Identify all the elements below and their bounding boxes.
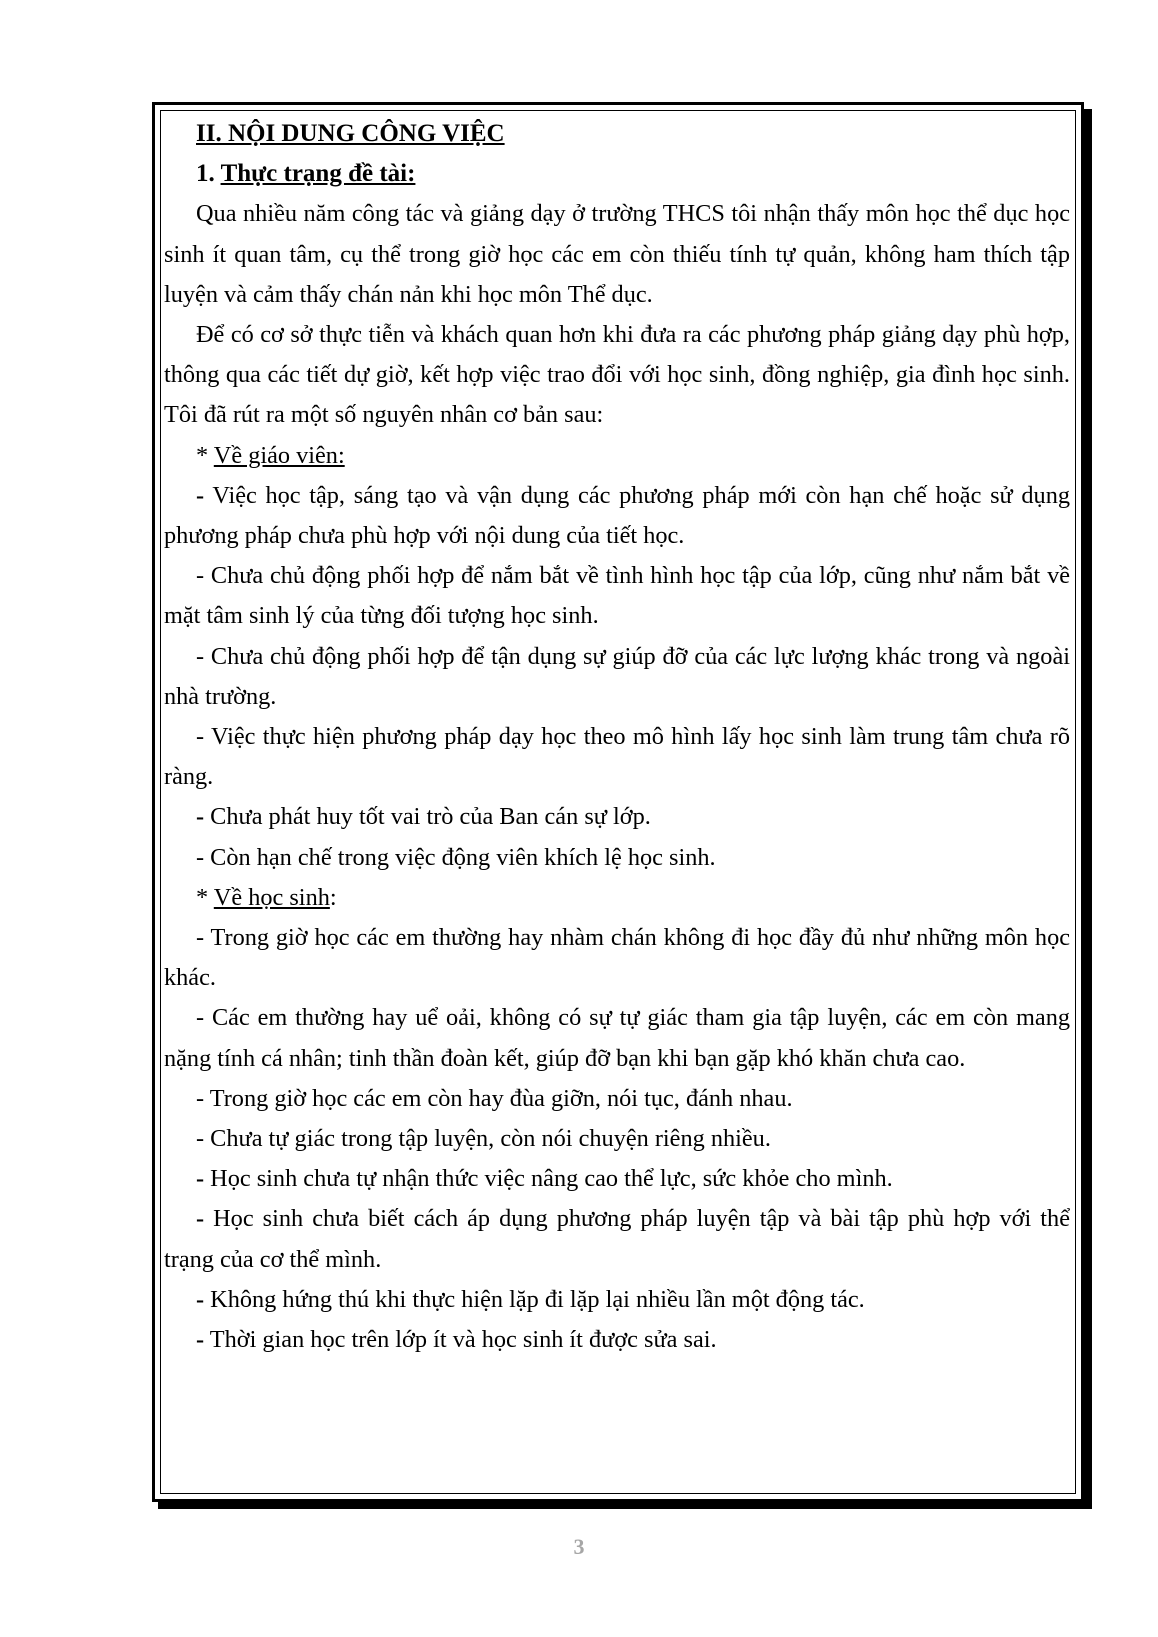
teacher-item: - Chưa phát huy tốt vai trò của Ban cán sự lớp. (196, 803, 651, 831)
teacher-item: - Việc học tập, sáng tạo và vận dụng các phương pháp mới còn hạn chế hoặc sử dụng phương pháp chưa phù hợp với nội dung của tiết học. (164, 481, 1070, 550)
teacher-item: - Còn hạn chế trong việc động viên khích lệ học sinh. (196, 843, 716, 871)
student-item: - Không hứng thú khi thực hiện lặp đi lặp lại nhiều lần một động tác. (196, 1285, 865, 1313)
student-item: - Thời gian học trên lớp ít và học sinh ít được sửa sai. (196, 1326, 717, 1354)
student-item: - Trong giờ học các em thường hay nhàm chán không đi học đầy đủ như những môn học khác. (164, 924, 1070, 992)
student-item: - Học sinh chưa tự nhận thức việc nâng cao thể lực, sức khỏe cho mình. (196, 1165, 893, 1193)
section-heading: II. NỘI DUNG CÔNG VIỆC (196, 120, 505, 147)
subsection-heading: 1. Thực trạng đề tài: (196, 160, 416, 188)
student-section-label: * Về học sinh: (196, 883, 337, 911)
document-body (164, 114, 1070, 1360)
teacher-item: - Việc thực hiện phương pháp dạy học theo mô hình lấy học sinh làm trung tâm chưa rõ ràng. (164, 723, 1070, 791)
student-item: - Trong giờ học các em còn hay đùa giỡn, nói tục, đánh nhau. (196, 1084, 793, 1112)
student-item: - Học sinh chưa biết cách áp dụng phương pháp luyện tập và bài tập phù hợp với thể trạng của cơ thể mình. (164, 1205, 1070, 1273)
student-item: - Các em thường hay uể oải, không có sự tự giác tham gia tập luyện, các em còn mang nặng tính cá nhân; tinh thần đoàn kết, giúp đỡ bạn khi bạn gặp khó khăn chưa cao. (164, 1004, 1070, 1072)
student-item: - Chưa tự giác trong tập luyện, còn nói chuyện riêng nhiều. (196, 1125, 771, 1153)
paragraph-intro-1: Qua nhiều năm công tác và giảng dạy ở trường THCS tôi nhận thấy môn học thể dục học sinh ít quan tâm, cụ thể trong giờ học các em còn thiếu tính tự quản, không ham thích tập luyện và cảm thấy chán nản khi học môn Thể dục. (164, 200, 1070, 308)
teacher-section-label: * Về giáo viên: (196, 441, 345, 469)
teacher-item: - Chưa chủ động phối hợp để tận dụng sự giúp đỡ của các lực lượng khác trong và ngoài nhà trường. (164, 642, 1070, 710)
teacher-item: - Chưa chủ động phối hợp để nắm bắt về tình hình học tập của lớp, cũng như nắm bắt về mặt tâm sinh lý của từng đối tượng học sinh. (164, 562, 1070, 630)
paragraph-intro-2: Để có cơ sở thực tiễn và khách quan hơn khi đưa ra các phương pháp giảng dạy phù hợp, thông qua các tiết dự giờ, kết hợp việc trao đổi với học sinh, đồng nghiệp, gia đình học sinh. Tôi đã rút ra một số nguyên nhân cơ bản sau: (164, 321, 1070, 429)
page-number: 3 (573, 1534, 585, 1559)
